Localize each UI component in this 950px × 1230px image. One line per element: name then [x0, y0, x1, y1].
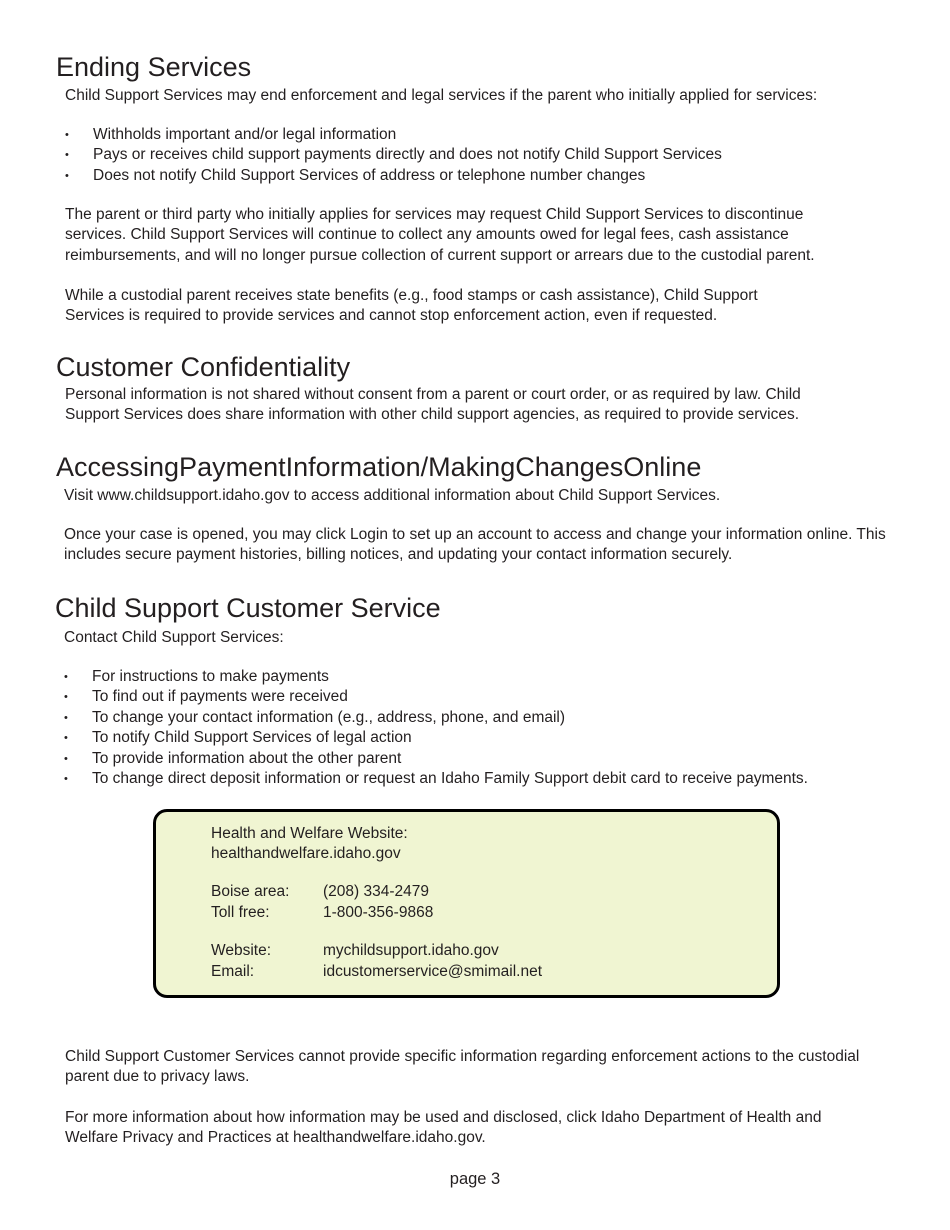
email-link[interactable]: idcustomerservice@smimail.net	[323, 963, 543, 980]
section-heading-customer-confidentiality: Customer Confidentiality	[56, 352, 351, 382]
toll-free-phone[interactable]: 1-800-356-9868	[323, 904, 434, 921]
page-number: page 3	[449, 1170, 501, 1188]
list-item: • To change direct deposit information or request an Idaho Family Support debit card to receive payments.	[64, 770, 808, 788]
list-item: • Does not notify Child Support Services of address or telephone number changes	[65, 166, 646, 184]
list-item: • To notify Child Support Services of legal action	[64, 729, 412, 747]
boise-area-label: Boise area:	[211, 883, 290, 900]
list-item: • For instructions to make payments	[64, 668, 329, 685]
customer-service-list	[64, 667, 808, 789]
email-label: Email:	[211, 963, 255, 980]
privacy-practices-paragraph: For more information about how information may be used and disclosed, click Idaho Department of Health and Welfare Privacy and Practices at healthandwelfare.idaho.gov.	[65, 1109, 822, 1147]
contact-info-box	[153, 809, 780, 998]
ending-services-intro: Child Support Services may end enforcement and legal services if the parent who initially applied for services:	[65, 87, 818, 104]
boise-area-phone[interactable]: (208) 334-2479	[323, 883, 429, 900]
section-heading-customer-service: Child Support Customer Service	[55, 593, 441, 623]
section-heading-ending-services: Ending Services	[56, 52, 252, 82]
confidentiality-paragraph: Personal information is not shared without consent from a parent or court order, or as required by law. Child Support Services does share information with other child support agencies, as required to provide services.	[65, 386, 801, 424]
list-item: • To provide information about the other parent	[64, 749, 402, 767]
list-item: • Pays or receives child support payments directly and does not notify Child Support Services	[65, 146, 722, 164]
health-welfare-website-label: Health and Welfare Website:	[211, 825, 408, 842]
section-heading-accessing-payment-information: AccessingPaymentInformation/MakingChangesOnline	[56, 452, 702, 482]
website-link[interactable]: mychildsupport.idaho.gov	[323, 942, 499, 959]
customer-service-intro: Contact Child Support Services:	[64, 629, 284, 646]
ending-services-list	[65, 125, 722, 186]
website-label: Website:	[211, 942, 272, 959]
privacy-laws-paragraph: Child Support Customer Services cannot provide specific information regarding enforcement actions to the custodial parent due to privacy laws.	[65, 1048, 860, 1086]
online-visit-paragraph: Visit www.childsupport.idaho.gov to access additional information about Child Support Services.	[64, 487, 721, 504]
ending-services-benefits-paragraph: While a custodial parent receives state benefits (e.g., food stamps or cash assistance), Child Support Services is required to provide services and cannot stop enforcement action, even if requested.	[65, 287, 758, 325]
health-welfare-website-link[interactable]: healthandwelfare.idaho.gov	[211, 845, 401, 862]
online-login-paragraph: Once your case is opened, you may click Login to set up an account to access and change your information online. This includes secure payment histories, billing notices, and updating your contact information securely.	[64, 526, 886, 564]
list-item: • Withholds important and/or legal information	[65, 126, 397, 143]
list-item: • To change your contact information (e.g., address, phone, and email)	[64, 708, 566, 726]
list-item: • To find out if payments were received	[64, 688, 348, 706]
ending-services-discontinue-paragraph: The parent or third party who initially applies for services may request Child Support Services to discontinue services. Child Support Services will continue to collect any amounts owed for legal fees, cash assistance reimbursements, and will no longer pursue collection of current support or arrears due to the custodial parent.	[65, 206, 815, 264]
toll-free-label: Toll free:	[211, 904, 270, 921]
